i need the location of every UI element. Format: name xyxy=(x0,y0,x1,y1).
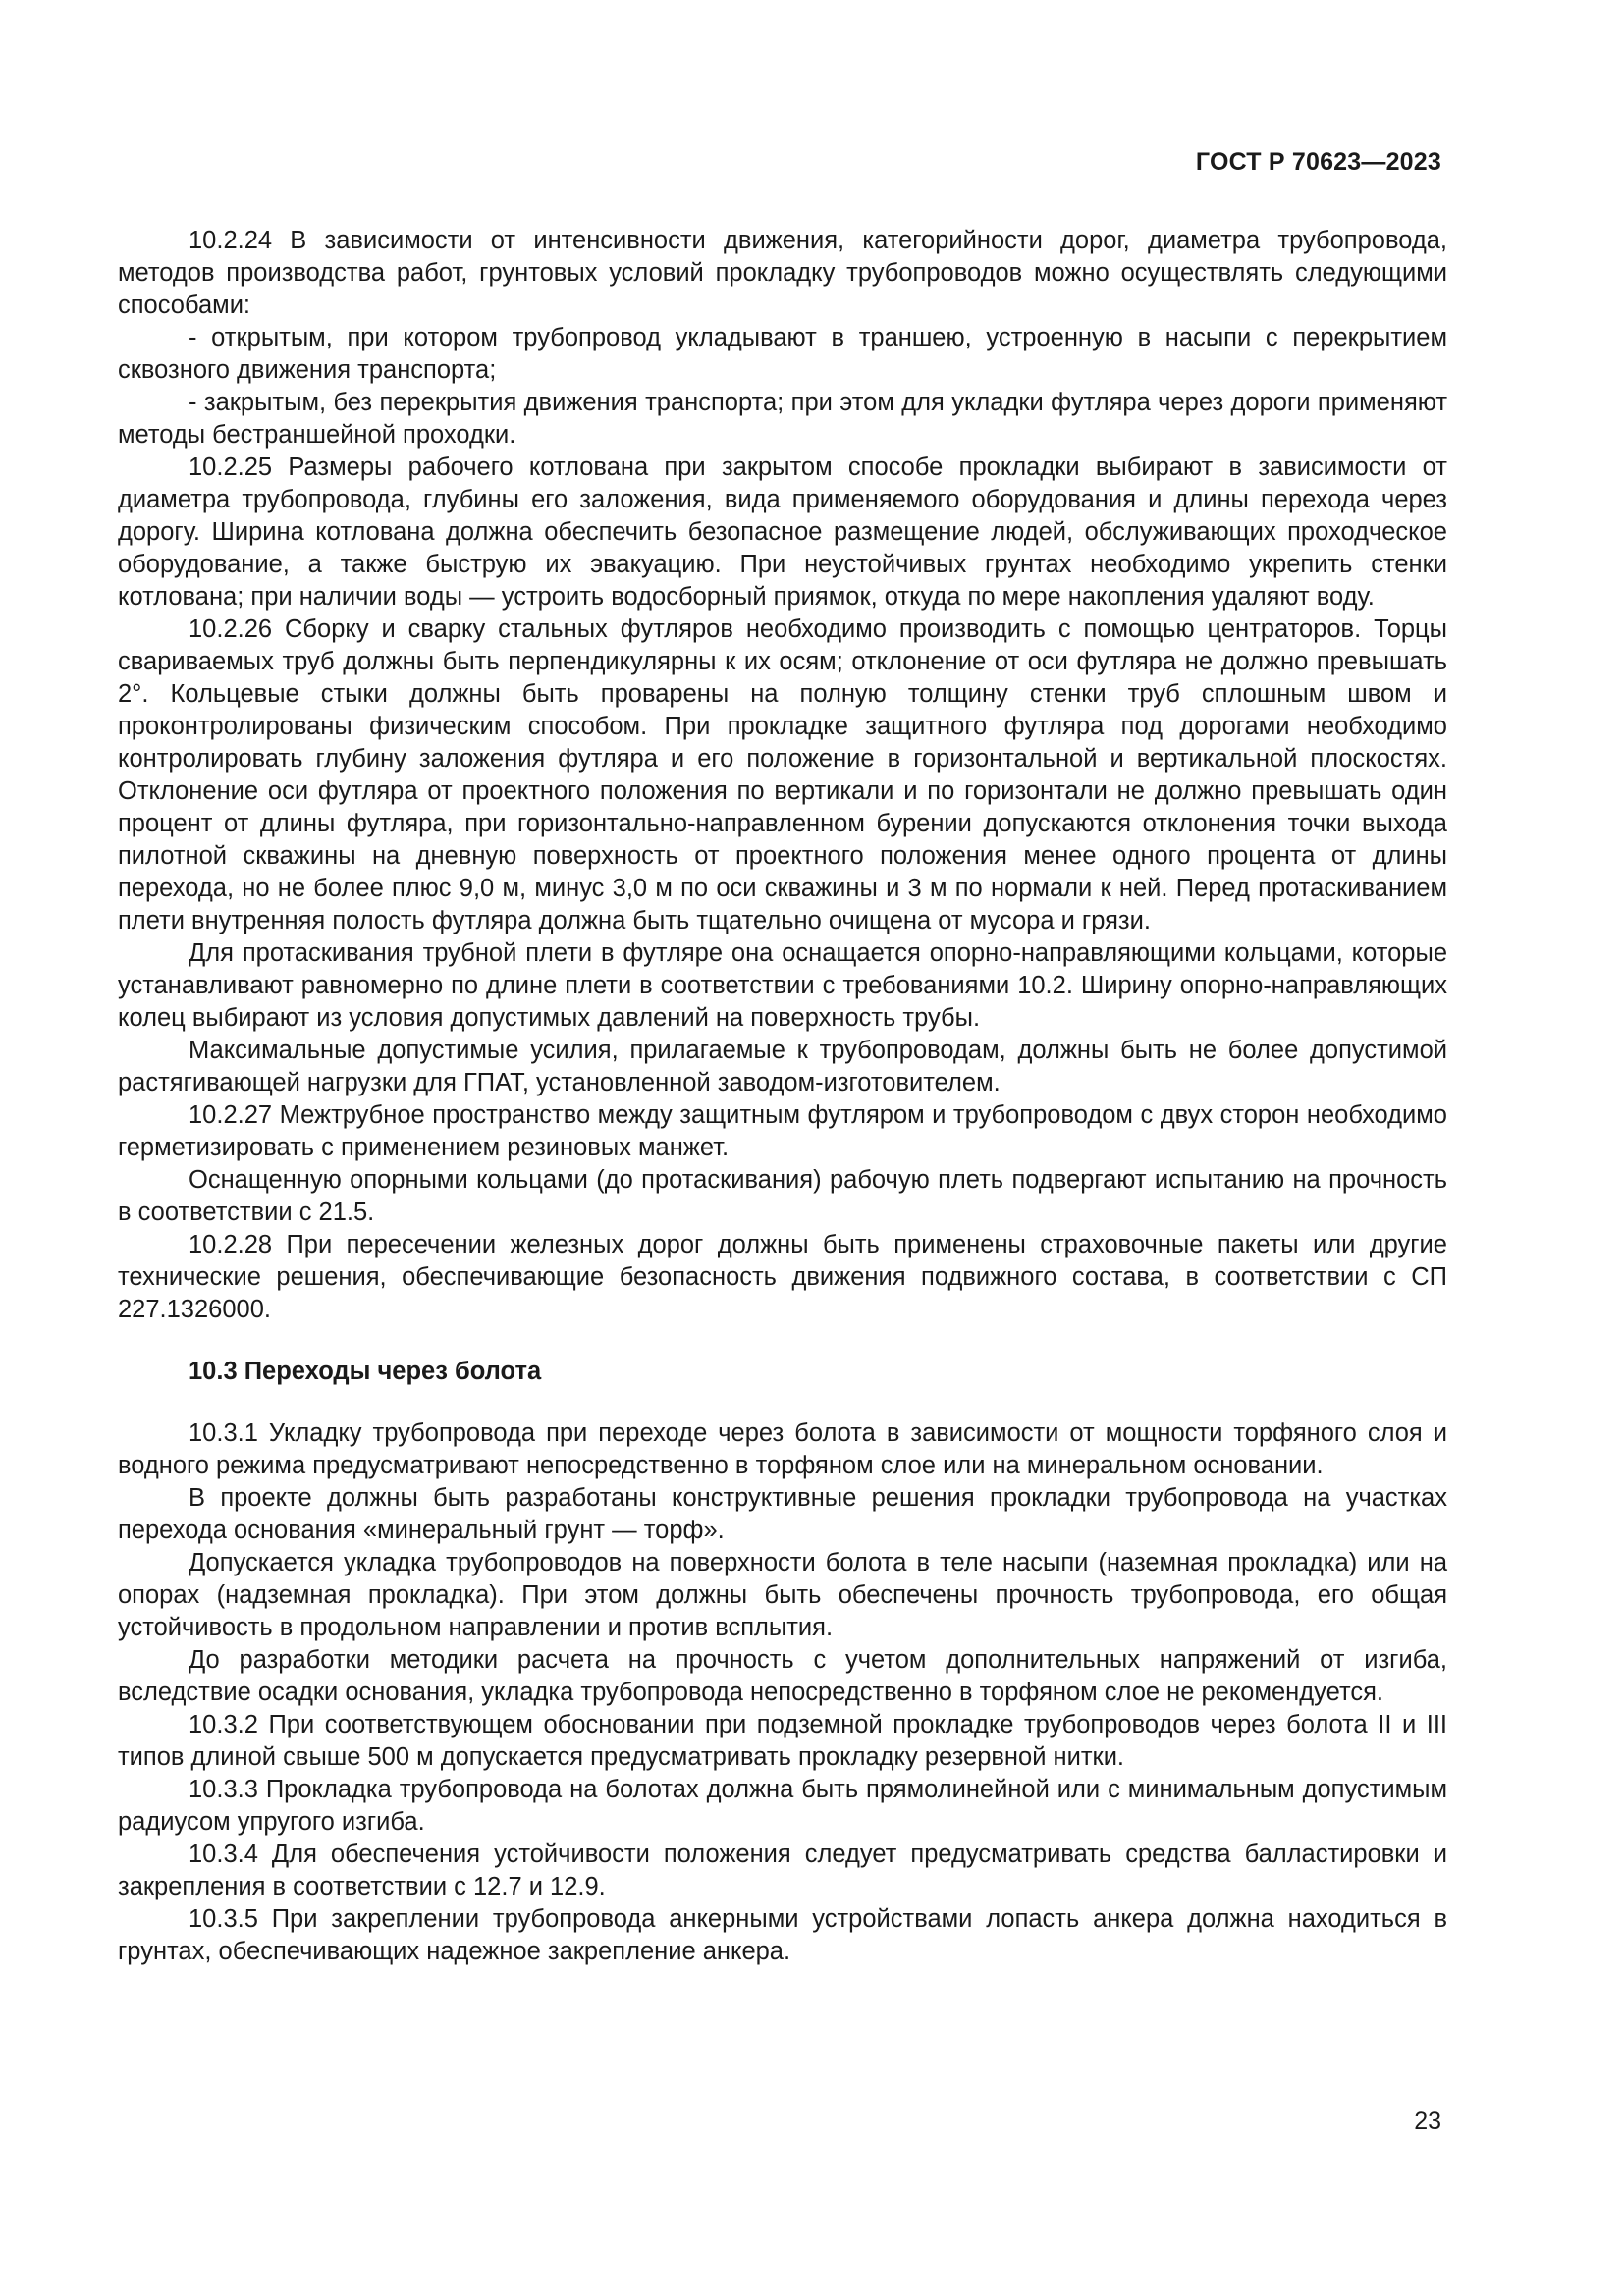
paragraph-10-2-27: 10.2.27 Межтрубное пространство между защитным футляром и трубопроводом с двух сторон необходимо герметизировать с применением резиновых манжет. xyxy=(118,1101,1447,1161)
list-item-open-method: - открытым, при котором трубопровод укладывают в траншею, устроенную в насыпи с перекрытием сквозного движения транспорта; xyxy=(118,324,1447,384)
paragraph-10-3-5: 10.3.5 При закреплении трубопровода анкерными устройствами лопасть анкера должна находиться в грунтах, обеспечивающих надежное закрепление анкера. xyxy=(118,1905,1447,1965)
paragraph-max-forces: Максимальные допустимые усилия, прилагаемые к трубопроводам, должны быть не более допустимой растягивающей нагрузки для ГПАТ, установленной заводом-изготовителем. xyxy=(118,1037,1447,1096)
section-heading-10-3: 10.3 Переходы через болота xyxy=(189,1358,542,1385)
paragraph-10-3-4: 10.3.4 Для обеспечения устойчивости положения следует предусматривать средства балластировки и закрепления в соответствии с 12.7 и 12.9. xyxy=(118,1841,1447,1900)
paragraph-10-3-1: 10.3.1 Укладку трубопровода при переходе через болота в зависимости от мощности торфяного слоя и водного режима предусматривают непосредственно в торфяном слое или на минеральном основании. xyxy=(118,1419,1447,1479)
page-number: 23 xyxy=(1414,2108,1441,2135)
paragraph-10-2-28: 10.2.28 При пересечении железных дорог должны быть применены страховочные пакеты или другие технические решения, обеспечивающие безопасность движения подвижного состава, в соответствии с СП 227.1326000. xyxy=(118,1231,1447,1323)
paragraph-surface-laying: Допускается укладка трубопроводов на поверхности болота в теле насыпи (наземная прокладка) или на опорах (надземная прокладка). При этом должны быть обеспечены прочность трубопровода, его общая устойчивость в продольном направлении и против всплытия. xyxy=(118,1549,1447,1641)
paragraph-design-solutions: В проекте должны быть разработаны конструктивные решения прокладки трубопровода на участках перехода основания «минеральный грунт — торф». xyxy=(118,1484,1447,1544)
paragraph-strength-test: Оснащенную опорными кольцами (до протаскивания) рабочую плеть подвергают испытанию на прочность в соответствии с 21.5. xyxy=(118,1166,1447,1226)
document-code-header: ГОСТ Р 70623—2023 xyxy=(1195,148,1441,176)
list-item-closed-method: - закрытым, без перекрытия движения транспорта; при этом для укладки футляра через дороги применяют методы бестраншейной проходки. xyxy=(118,389,1447,449)
document-body xyxy=(118,225,1447,1968)
paragraph-10-2-25: 10.2.25 Размеры рабочего котлована при закрытом способе прокладки выбирают в зависимости от диаметра трубопровода, глубины его заложения, вида применяемого оборудования и длины перехода через дорогу. Ширина котлована должна обеспечить безопасное размещение людей, обслуживающих проходческое оборудование, а также быструю их эвакуацию. При неустойчивых грунтах необходимо укрепить стенки котлована; при наличии воды — устроить водосборный приямок, откуда по мере накопления удаляют воду. xyxy=(118,454,1447,611)
paragraph-peat-not-recommended: До разработки методики расчета на прочность с учетом дополнительных напряжений от изгиба, вследствие осадки основания, укладка трубопровода непосредственно в торфяном слое не рекомендуется. xyxy=(118,1646,1447,1706)
paragraph-10-3-2: 10.3.2 При соответствующем обосновании при подземной прокладке трубопроводов через болота II и III типов длиной свыше 500 м допускается предусматривать прокладку резервной нитки. xyxy=(118,1711,1447,1771)
paragraph-10-2-24: 10.2.24 В зависимости от интенсивности движения, категорийности дорог, диаметра трубопровода, методов производства работ, грунтовых условий прокладку трубопроводов можно осуществлять следующими способами: xyxy=(118,227,1447,319)
paragraph-10-2-26: 10.2.26 Сборку и сварку стальных футляров необходимо производить с помощью центраторов. Торцы свариваемых труб должны быть перпендикулярны к их осям; отклонение от оси футляра не должно превышать 2°. Кольцевые стыки должны быть проварены на полную толщину стенки труб сплошным швом и проконтролированы физическим способом. При прокладке защитного футляра под дорогами необходимо контролировать глубину заложения футляра и его положение в горизонтальной и вертикальной плоскостях. Отклонение оси футляра от проектного положения по вертикали и по горизонтали не должно превышать один процент от длины футляра, при горизонтально-направленном бурении допускаются отклонения точки выхода пилотной скважины на дневную поверхность от проектного положения менее одного процента от длины перехода, но не более плюс 9,0 м, минус 3,0 м по оси скважины и 3 м по нормали к ней. Перед протаскиванием плети внутренняя полость футляра должна быть тщательно очищена от мусора и грязи. xyxy=(118,615,1447,934)
paragraph-10-3-3: 10.3.3 Прокладка трубопровода на болотах должна быть прямолинейной или с минимальным допустимым радиусом упругого изгиба. xyxy=(118,1776,1447,1836)
paragraph-guide-rings: Для протаскивания трубной плети в футляре она оснащается опорно-направляющими кольцами, которые устанавливают равномерно по длине плети в соответствии с требованиями 10.2. Ширину опорно-направляющих колец выбирают из условия допустимых давлений на поверхность трубы. xyxy=(118,939,1447,1032)
